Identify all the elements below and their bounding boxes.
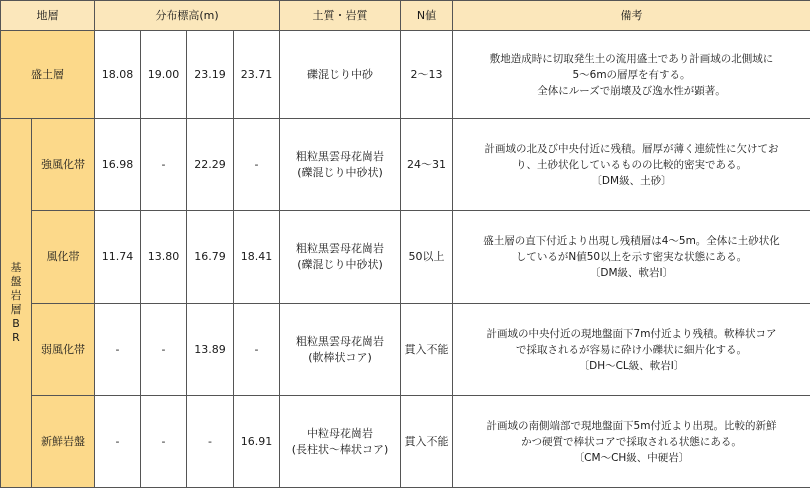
elevation-value: - (141, 304, 187, 396)
soil-line: 粗粒黒雲母花崗岩 (296, 334, 384, 348)
elevation-value: 19.00 (141, 31, 187, 119)
elevation-value: 13.89 (187, 304, 234, 396)
elevation-value: - (141, 396, 187, 488)
soil-type (280, 119, 401, 211)
n-value: 2～13 (401, 31, 453, 119)
soil-type (280, 211, 401, 304)
layer-name: 盛土層 (1, 31, 95, 119)
soil-line: (礫混じり中砂状) (297, 258, 383, 271)
remark-line: 〔DM級、軟岩Ⅰ〕 (589, 267, 674, 279)
layer-name: 強風化帯 (32, 119, 95, 211)
soil-type (280, 31, 401, 119)
elevation-value: 23.19 (187, 31, 234, 119)
soil-line: (礫混じり中砂状) (297, 165, 383, 179)
remark-line: かつ硬質で棒状コアで採取される状態にある。 (521, 435, 742, 448)
remark-line: で採取されるが容易に砕け小礫状に細片化する。 (516, 343, 747, 356)
header-soil: 土質・岩質 (280, 1, 401, 31)
header-elevation: 分布標高(m) (95, 1, 280, 31)
elevation-value: 23.71 (234, 31, 280, 119)
remark-line: 5～6mの層厚を有する。 (572, 68, 691, 81)
remark-line: 〔CM～CH級、中硬岩〕 (573, 451, 690, 464)
elevation-value: 16.79 (187, 211, 234, 304)
layer-name: 弱風化帯 (32, 304, 95, 396)
elevation-value: 11.74 (95, 211, 141, 304)
remark-line: 敷地造成時に切取発生土の流用盛土であり計画域の北側域に (489, 52, 774, 65)
table-row (1, 211, 810, 304)
n-value: 50以上 (401, 211, 453, 304)
elevation-value: - (141, 119, 187, 211)
elevation-value: 22.29 (187, 119, 234, 211)
table-row (1, 304, 810, 396)
n-value: 貫入不能 (401, 304, 453, 396)
soil-line: 礫混じり中砂 (307, 67, 373, 81)
remark-line: 〔DH～CL級、軟岩Ⅰ〕 (578, 359, 685, 372)
elevation-value: 18.08 (95, 31, 141, 119)
remark-line: 計画域の北及び中央付近に残積。層厚が薄く連続性に欠けてお (484, 142, 779, 155)
header-n-value: N値 (401, 1, 453, 31)
table-row (1, 396, 810, 488)
group-label-text: 基盤岩層BR (10, 260, 22, 344)
remark-line: 計画域の南側端部で現地盤面下5m付近より出現。比較的新鮮 (486, 419, 777, 432)
remark (453, 304, 810, 396)
remark-line: しているがN値50以上を示す密実な状態にある。 (515, 251, 748, 263)
elevation-value: 18.41 (234, 211, 280, 304)
layer-name: 新鮮岩盤 (32, 396, 95, 488)
soil-line: 粗粒黒雲母花崗岩 (296, 149, 384, 163)
elevation-value: - (234, 304, 280, 396)
group-label (1, 119, 32, 488)
remark-line: り、土砂状化しているものの比較的密実である。 (516, 158, 747, 171)
soil-line: 中粒母花崗岩 (307, 426, 373, 440)
soil-line: (軟棒状コア) (308, 350, 372, 364)
n-value: 貫入不能 (401, 396, 453, 488)
elevation-value: 13.80 (141, 211, 187, 304)
table-row (1, 119, 810, 211)
elevation-value: 16.91 (234, 396, 280, 488)
elevation-value: - (187, 396, 234, 488)
elevation-value: - (95, 396, 141, 488)
header-row (1, 1, 810, 31)
remark (453, 31, 810, 119)
remark-line: 計画域の中央付近の現地盤面下7m付近より残積。軟棒状コア (486, 327, 777, 340)
n-value: 24～31 (401, 119, 453, 211)
remark (453, 119, 810, 211)
elevation-value: 16.98 (95, 119, 141, 211)
remark-line: 全体にルーズで崩壊及び逸水性が顕著。 (537, 84, 726, 97)
remark-line: 盛土層の直下付近より出現し残積層は4～5m。全体に土砂状化 (483, 235, 780, 247)
elevation-value: - (234, 119, 280, 211)
header-remarks: 備考 (453, 1, 810, 31)
soil-type (280, 304, 401, 396)
elevation-value: - (95, 304, 141, 396)
header-layer: 地層 (1, 1, 95, 31)
soil-line: (長柱状～棒状コア) (291, 442, 389, 456)
layer-name: 風化帯 (32, 211, 95, 304)
table-row (1, 31, 810, 119)
remark-line: 〔DM級、土砂〕 (591, 174, 672, 187)
soil-line: 粗粒黒雲母花崗岩 (296, 242, 384, 255)
remark (453, 211, 810, 304)
remark (453, 396, 810, 488)
soil-type (280, 396, 401, 488)
